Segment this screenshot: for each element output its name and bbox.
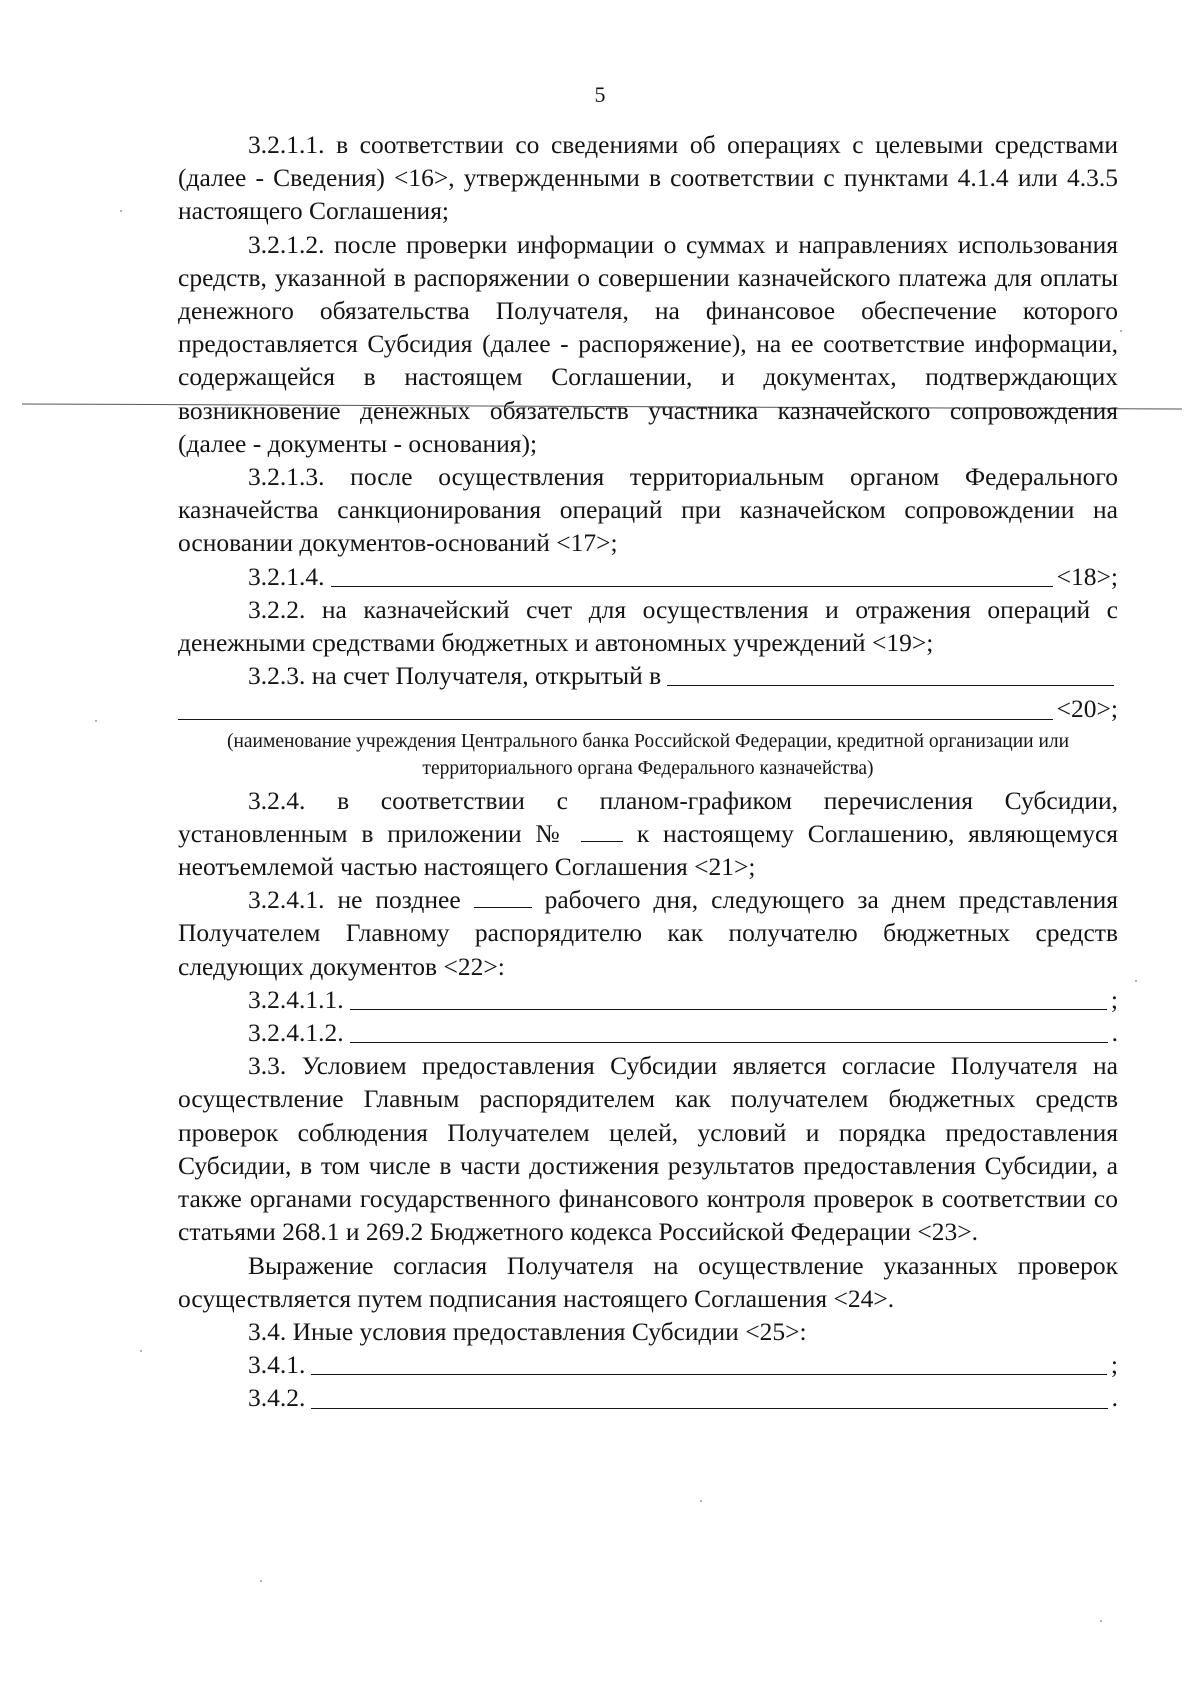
days-blank	[474, 887, 532, 908]
appendix-number-blank	[581, 821, 623, 842]
paragraph-3-3: 3.3. Условием предоставления Субсидии является согласие Получателя на осуществление Главным распорядителем как получателем бюджетных средств проверок соблюдения Получателем целей, условий и порядка предоставления Субсидии, в том числе в части достижения результатов предоставления Субсидии, а также органами государственного финансового контроля проверок в соответствии со статьями 268.1 и 269.2 Бюджетного кодекса Российской Федерации <23>.	[178, 1051, 1118, 1247]
fill-in-line	[350, 1018, 1108, 1043]
paragraph-consent: Выражение согласия Получателя на осуществление указанных проверок осуществляется путем подписания настоящего Соглашения <24>.	[178, 1250, 1118, 1313]
paragraph-3-2-1-3: 3.2.1.3. после осуществления территориальным органом Федерального казначейства санкционирования операций при казначейском сопровождении на основании документов-оснований <17>;	[178, 462, 1118, 558]
fill-in-line	[311, 1350, 1107, 1375]
scan-speck	[260, 1580, 262, 1582]
paragraph-3-2-4	[178, 784, 1118, 884]
item-3-2-3	[178, 659, 1118, 692]
fill-in-line	[667, 661, 1114, 686]
paragraph-text-part1: 3.2.4. в соответствии с планом-графиком перечисления Субсидии, установленным в приложении №	[178, 785, 1118, 848]
paragraph-3-2-4-1	[178, 883, 1118, 983]
item-3-4-2	[178, 1381, 1118, 1414]
scan-speck	[700, 1500, 702, 1502]
paragraph-3-2-2: 3.2.2. на казначейский счет для осуществления и отражения операций с денежными средствами бюджетных и автономных учреждений <19>;	[178, 594, 1118, 658]
item-terminator: .	[1111, 1383, 1118, 1413]
fill-in-line	[331, 562, 1053, 587]
scan-speck	[1120, 330, 1122, 332]
footnote-ref: <18>;	[1056, 561, 1118, 591]
item-terminator: ;	[1110, 984, 1118, 1014]
fill-in-line	[350, 985, 1107, 1010]
scan-speck	[140, 1350, 142, 1352]
scan-speck	[1100, 1620, 1102, 1622]
item-3-2-4-1-1	[178, 983, 1118, 1016]
item-label: 3.2.1.4.	[248, 561, 325, 591]
item-terminator: .	[1111, 1018, 1118, 1048]
paragraph-text-part2: рабочего дня, следующего за днем представления Получателем Главному распорядителю как получателю бюджетных средств следующих документов <22>:	[178, 885, 1119, 981]
item-label: 3.2.4.1.1.	[248, 984, 344, 1014]
scan-speck	[1135, 980, 1137, 982]
item-label: 3.2.4.1.2.	[248, 1018, 344, 1048]
item-label: 3.4.2.	[248, 1383, 306, 1413]
item-3-4-1	[178, 1348, 1118, 1381]
item-3-2-4-1-2	[178, 1016, 1118, 1049]
paragraph-3-2-1-2: 3.2.1.2. после проверки информации о суммах и направлениях использования средств, указанной в распоряжении о совершении казначейского платежа для оплаты денежного обязательства Получателя, на финансовое обеспечение которого предоставляется Субсидия (далее - распоряжение), на ее соответствие информации, содержащейся в настоящем Соглашении, и документах, подтверждающих возникновение денежных обязательств участника казначейского сопровождения (далее - документы - основания);	[178, 229, 1118, 458]
paragraph-text-part2: к настоящему Соглашению, являющемуся неотъемлемой частью настоящего Соглашения <21>;	[178, 818, 1119, 882]
scan-speck	[95, 720, 97, 722]
document-body	[178, 128, 1118, 1415]
paragraph-3-2-1-1: 3.2.1.1. в соответствии со сведениями об операциях с целевыми средствами (далее - Сведения) <16>, утвержденными в соответствии с пунктами 4.1.4 или 4.3.5 настоящего Соглашения;	[178, 130, 1118, 226]
fill-in-line	[311, 1384, 1107, 1409]
item-3-2-3-continuation	[178, 692, 1118, 725]
field-caption: (наименование учреждения Центрального банка Российской Федерации, кредитной организации или территориального органа Федерального казначейства)	[226, 730, 1070, 779]
fill-in-line	[178, 695, 1053, 720]
item-label: 3.4.1.	[248, 1350, 306, 1380]
paragraph-text-part1: 3.2.4.1. не позднее	[248, 885, 461, 915]
item-3-2-1-4	[178, 560, 1118, 593]
footnote-ref: <20>;	[1056, 694, 1118, 724]
page-number: 5	[594, 82, 606, 107]
paragraph-3-4: 3.4. Иные условия предоставления Субсидии <25>:	[248, 1316, 807, 1346]
scan-speck	[120, 210, 122, 212]
item-label: 3.2.3. на счет Получателя, открытый в	[248, 661, 662, 691]
item-terminator: ;	[1110, 1350, 1118, 1380]
